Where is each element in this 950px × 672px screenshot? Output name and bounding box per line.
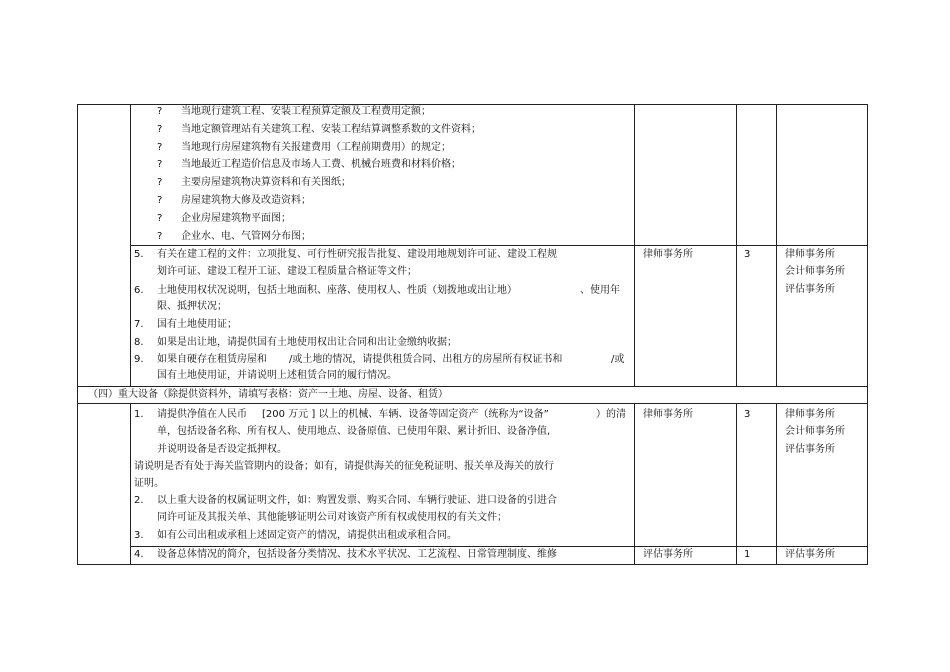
item-text: ）的清 [596, 409, 626, 420]
section-heading: （四）重大设备（除提供资料外，请填写表格：资产一土地、房屋、设备、租赁） [88, 389, 448, 400]
bullet-mark: ? [157, 159, 163, 170]
col-border [736, 104, 737, 387]
item-text: 国有土地使用证，并请说明上述租赁合同的履行情况。 [157, 370, 397, 381]
responsible-cell: 评估事务所 [785, 444, 835, 455]
responsible-cell: 律师事务所 [785, 249, 835, 260]
col-border [130, 104, 131, 387]
count-cell: 1 [744, 549, 751, 560]
item-number: 8. [134, 337, 144, 348]
col-border [776, 104, 777, 387]
col-border [867, 104, 868, 564]
count-cell: 3 [744, 409, 751, 420]
bullet-text: 当地定额管理站有关建筑工程、安装工程结算调整系数的文件资料； [181, 124, 481, 135]
item-text: 限、抵押状况； [157, 301, 227, 312]
item-number: 9. [134, 354, 144, 365]
item-text: 请提供净值在人民币 [157, 409, 247, 420]
item-text: 如果自硬存在租赁房屋和 [157, 354, 267, 365]
responsible-cell: 律师事务所 [785, 409, 835, 420]
row-divider [130, 245, 868, 246]
item-number: 2. [134, 495, 144, 506]
col-border [736, 403, 737, 564]
note-text: 证明。 [134, 478, 164, 489]
item-text: /或土地的情况，请提供租赁合同、出租方的房屋所有权证书和 [289, 354, 563, 365]
bullet-text: 房屋建筑物大修及改造资料； [181, 195, 311, 206]
bullet-text: 企业水、电、气管网分布图； [181, 231, 311, 242]
item-number: 4. [134, 549, 144, 560]
bullet-mark: ? [157, 231, 163, 242]
bullet-mark: ? [157, 142, 163, 153]
firm-cell: 律师事务所 [643, 409, 693, 420]
col-border [776, 403, 777, 564]
item-text: 有关在建工程的文件：立项批复、可行性研究报告批复、建设用地规划许可证、建设工程规 [157, 249, 557, 260]
item-text: 土地使用权状况说明，包括土地面积、座落、使用权人、性质（划拨地或出让地） [157, 285, 517, 296]
item-number: 7. [134, 319, 144, 330]
table-bottom-border [77, 564, 868, 565]
bullet-text: 当地现行房屋建筑物有关报建费用（工程前期费用）的规定； [181, 142, 451, 153]
item-text: 设备总体情况的简介，包括设备分类情况、技术水平状况、工艺流程、日常管理制度、维修 [157, 549, 557, 560]
row-divider [77, 386, 868, 387]
bullet-text: 当地现行建筑工程、安装工程预算定额及工程费用定额； [181, 106, 431, 117]
col-border [634, 104, 635, 387]
item-text: 以上重大设备的权属证明文件，如：购置发票、购买合同、车辆行驶证、进口设备的引进合 [157, 495, 557, 506]
item-text: 如有公司出租或承租上述固定资产的情况，请提供出租或承租合同。 [157, 530, 457, 541]
row-divider [77, 403, 868, 404]
item-text: 划许可证、建设工程开工证、建设工程质量合格证等文件； [157, 266, 417, 277]
col-border [634, 403, 635, 564]
responsible-cell: 评估事务所 [785, 549, 835, 560]
item-number: 3. [134, 530, 144, 541]
responsible-cell: 会计师事务所 [785, 266, 845, 277]
item-text: 同许可证及其报关单、其他能够证明公司对该资产所有权或使用权的有关文件； [157, 512, 507, 523]
count-cell: 3 [744, 249, 751, 260]
responsible-cell: 会计师事务所 [785, 426, 845, 437]
col-border [130, 403, 131, 564]
col-border [77, 104, 78, 564]
item-number: 5. [134, 249, 144, 260]
firm-cell: 评估事务所 [643, 549, 693, 560]
bullet-text: 企业房屋建筑物平面图； [181, 213, 291, 224]
item-text: 、使用年 [580, 285, 620, 296]
row-divider [130, 546, 868, 547]
bullet-mark: ? [157, 106, 163, 117]
item-text: 国有土地使用证； [157, 319, 237, 330]
item-text: 单，包括设备名称、所有权人、使用地点、设备原值、已使用年限、累计折旧、设备净值, [157, 426, 551, 437]
item-number: 1. [134, 409, 144, 420]
bullet-mark: ? [157, 177, 163, 188]
item-text: [200 万元 ] 以上的机械、车辆、设备等固定资产（统称为“设备” [262, 409, 549, 420]
firm-cell: 律师事务所 [643, 249, 693, 260]
item-number: 6. [134, 285, 144, 296]
bullet-text: 主要房屋建筑物决算资料和有关图纸； [181, 177, 351, 188]
bullet-mark: ? [157, 195, 163, 206]
item-text: 如果是出让地，请提供国有土地使用权出让合同和出让金缴纳收据； [157, 337, 457, 348]
bullet-mark: ? [157, 213, 163, 224]
responsible-cell: 评估事务所 [785, 284, 835, 295]
note-text: 请说明是否有处于海关监管期内的设备；如有，请提供海关的征免税证明、报关单及海关的放行 [134, 461, 554, 472]
item-text: 并说明设备是否设定抵押权。 [157, 444, 287, 455]
item-text: /或 [611, 354, 625, 365]
bullet-text: 当地最近工程造价信息及市场人工费、机械台班费和材料价格； [181, 159, 461, 170]
bullet-mark: ? [157, 124, 163, 135]
